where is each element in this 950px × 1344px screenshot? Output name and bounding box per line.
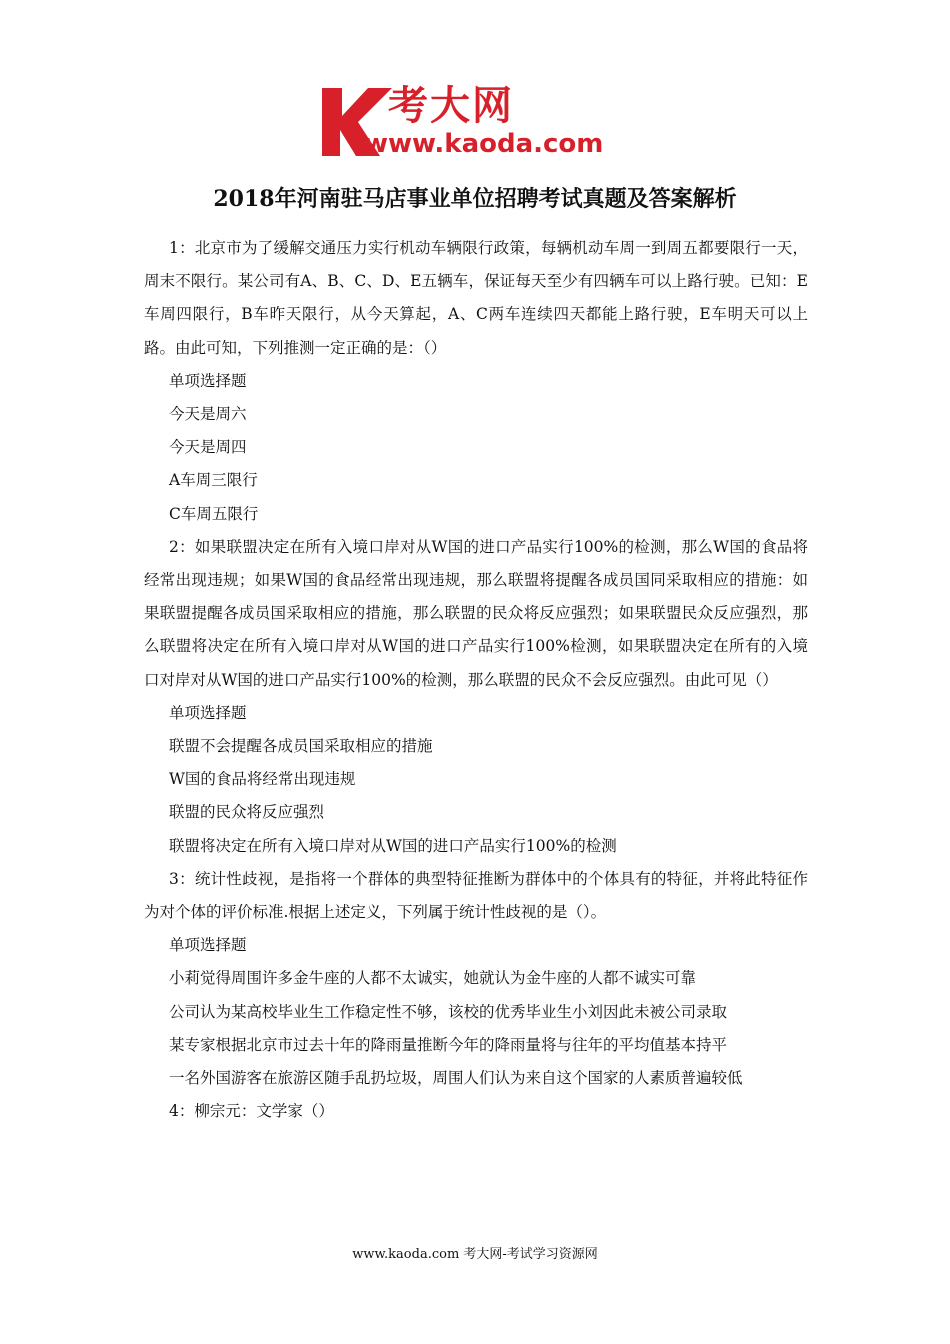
question-stem: 2：如果联盟决定在所有入境口岸对从W国的进口产品实行100%的检测，那么W国的食品将经常出现违规；如果W国的食品经常出现违规，那么联盟将提醒各成员国同采取相应的措施：如果联盟提醒各成员国采取相应的措施，那么联盟的民众将反应强烈；如果联盟民众反应强烈，那么联盟将决定在所有入境口岸对从W国的进口产品实行100%检测，如果联盟决定在所有的入境口对岸对从W国的进口产品实行100%的检测，那么联盟的民众不会反应强烈。由此可见（） [144,537,808,689]
answer-option: 联盟不会提醒各成员国采取相应的措施 [169,737,433,756]
kaoda-logo [318,82,638,162]
question-stem: 4：柳宗元：文学家（） [169,1102,334,1121]
answer-option: 公司认为某高校毕业生工作稳定性不够，该校的优秀毕业生小刘因此未被公司录取 [169,1002,728,1021]
logo-url-text: www.kaoda.com [364,129,604,159]
question-type: 单项选择题 [169,936,247,955]
answer-option: 某专家根据北京市过去十年的降雨量推断今年的降雨量将与往年的平均值基本持平 [169,1035,728,1054]
question-stem: 1：北京市为了缓解交通压力实行机动车辆限行政策，每辆机动车周一到周五都要限行一天，周末不限行。某公司有A、B、C、D、E五辆车，保证每天至少有四辆车可以上路行驶。已知：E车周四限行，B车昨天限行，从今天算起，A、C两车连续四天都能上路行驶，E车明天可以上路。由此可知，下列推测一定正确的是：（） [144,239,808,357]
answer-option: 联盟的民众将反应强烈 [169,803,325,822]
page-title: 2018年河南驻马店事业单位招聘考试真题及答案解析 [213,186,737,212]
answer-option: 一名外国游客在旅游区随手乱扔垃圾，周围人们认为来自这个国家的人素质普遍较低 [169,1069,743,1088]
answer-option: W国的食品将经常出现违规 [169,770,356,789]
page-footer: www.kaoda.com 考大网-考试学习资源网 [352,1247,598,1262]
question-stem: 3：统计性歧视，是指将一个群体的典型特征推断为群体中的个体具有的特征，并将此特征作为对个体的评价标准.根据上述定义，下列属于统计性歧视的是（）。 [144,869,808,922]
answer-option: 今天是周六 [169,405,247,424]
logo-brand-text: 考大网 [388,83,514,129]
answer-option: 联盟将决定在所有入境口岸对从W国的进口产品实行100%的检测 [169,836,617,855]
answer-option: 小莉觉得周围许多金牛座的人都不太诚实，她就认为金牛座的人都不诚实可靠 [169,969,697,988]
question-type: 单项选择题 [169,703,247,722]
questions-body [144,232,808,1128]
question-type: 单项选择题 [169,371,247,390]
answer-option: C车周五限行 [169,504,259,523]
answer-option: 今天是周四 [169,438,247,457]
answer-option: A车周三限行 [169,471,258,490]
